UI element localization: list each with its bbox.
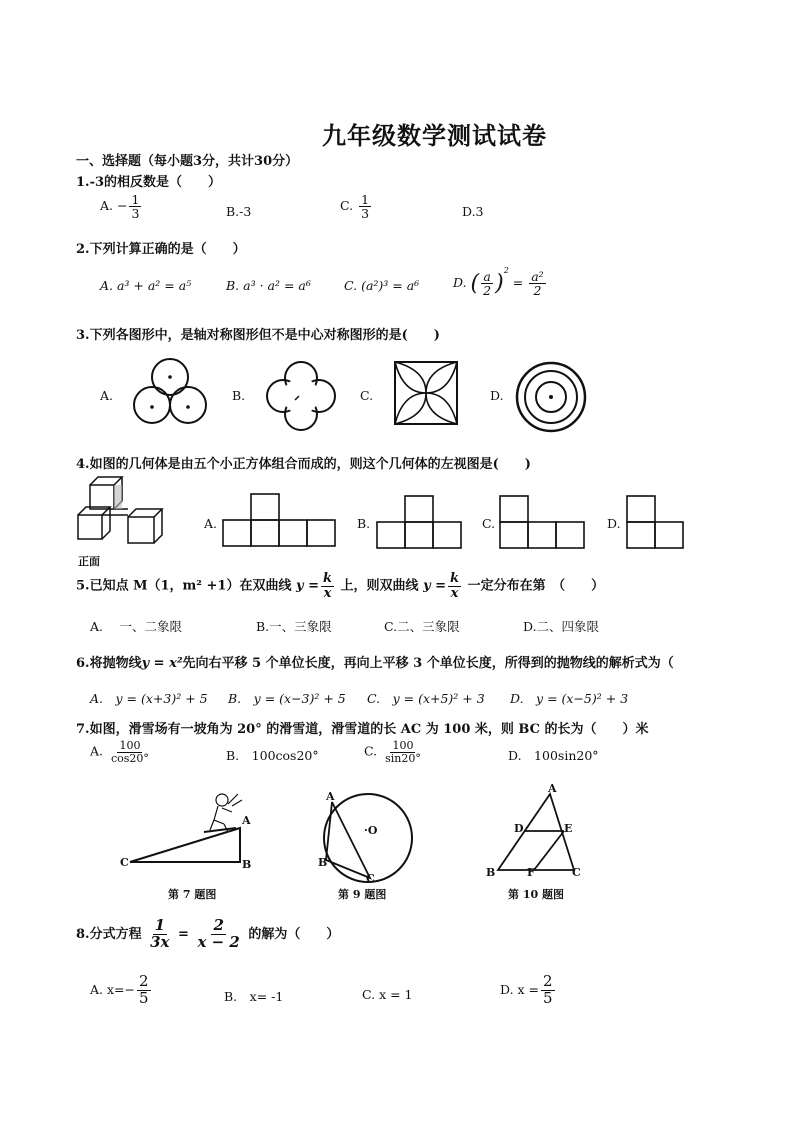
- y-equals: y =: [295, 578, 319, 594]
- fig7-label-a: A: [242, 814, 251, 827]
- fig10-caption: 第 10 题图: [508, 888, 564, 901]
- fig7-label-b: B: [242, 858, 252, 871]
- denominator: 5: [543, 988, 553, 1007]
- fig10-label-b: B: [486, 866, 496, 879]
- option-label: D.: [453, 275, 467, 290]
- denominator: x: [323, 585, 332, 601]
- fig7-label-c: C: [120, 856, 129, 869]
- denominator: 3: [131, 206, 140, 222]
- question-5-option-d: D.二、四象限: [523, 619, 600, 634]
- question-1-option-d: D.3: [462, 204, 484, 219]
- question-4-option-c-label: C.: [482, 516, 496, 531]
- denominator: sin20°: [385, 751, 421, 765]
- stem-part: 5.已知点 M（1，m² +1）在双曲线: [76, 578, 292, 594]
- page-title: 九年级数学测试试卷: [322, 121, 547, 150]
- front-label: 正面: [78, 555, 100, 568]
- question-6-stem: [76, 652, 674, 671]
- numerator: 1: [361, 192, 370, 207]
- denominator: 2: [533, 283, 542, 298]
- stem-part: 先向右平移 5 个单位长度，再向上平移 3 个单位长度，所得到的抛物线的解析式为（: [182, 656, 674, 671]
- question-2-option-a: A. a³ + a² = a⁵: [100, 278, 192, 293]
- denominator: 5: [138, 988, 149, 1007]
- numerator: 100: [392, 739, 414, 752]
- stem-part: 6.将抛物线: [76, 656, 142, 671]
- question-5-stem: [76, 572, 604, 600]
- numerator: 2: [138, 972, 149, 990]
- equals-sign: =: [512, 275, 524, 290]
- question-7-option-c: [364, 740, 425, 764]
- question-8-option-c: C. x = 1: [362, 987, 413, 1002]
- view-d-figure: [626, 494, 688, 550]
- numerator: 1: [154, 916, 166, 934]
- question-1-option-b: B.-3: [226, 204, 252, 219]
- denominator: 2: [483, 283, 492, 298]
- four-circles-figure: [265, 360, 337, 432]
- question-8-option-a: [90, 974, 153, 1007]
- question-6-option-c: C. y = (x+5)² + 3: [367, 691, 485, 706]
- stem-part: 上，则双曲线: [340, 578, 419, 594]
- question-8-stem: [76, 918, 339, 951]
- equals-sign: =: [178, 926, 189, 942]
- question-2-option-b: B. a³ · a² = a⁶: [226, 278, 311, 293]
- option-label: D. x =: [500, 981, 540, 997]
- question-3-option-d-label: D.: [490, 388, 504, 403]
- numerator: k: [450, 571, 460, 586]
- question-7-option-a: [90, 740, 153, 764]
- denominator: x − 2: [197, 932, 240, 951]
- question-4-stem: 4.如图的几何体是由五个小正方体组合而成的，则这个几何体的左视图是( ): [76, 457, 531, 472]
- fig10-label-d: D: [514, 822, 524, 835]
- question-6-option-b: B. y = (x−3)² + 5: [228, 691, 346, 706]
- option-label: A. x=−: [90, 981, 135, 997]
- fig10-label-e: E: [564, 822, 573, 835]
- question-4-option-a-label: A.: [204, 516, 218, 531]
- question-5-option-c: C.二、三象限: [384, 619, 460, 634]
- question-4-option-d-label: D.: [607, 516, 621, 531]
- circle-figure: [316, 796, 416, 880]
- exponent: 2: [503, 266, 509, 275]
- option-label: A.: [100, 198, 114, 214]
- question-8-option-b: B. x= -1: [224, 989, 284, 1004]
- question-5-option-b: B.一、三象限: [256, 619, 332, 634]
- question-8-option-d: [500, 974, 557, 1007]
- fig9-caption: 第 9 题图: [338, 888, 387, 901]
- denominator: x: [450, 585, 459, 601]
- option-label: C.: [364, 743, 378, 759]
- square-petals-figure: [393, 360, 459, 426]
- numerator: 2: [543, 972, 553, 990]
- fig10-label-f: F: [527, 866, 535, 879]
- question-2-stem: 2.下列计算正确的是（ ）: [76, 242, 246, 257]
- numerator: 2: [213, 916, 224, 934]
- option-label: C.: [340, 198, 354, 214]
- question-7-option-b: B. 100cos20°: [226, 748, 319, 763]
- question-7-option-d: D. 100sin20°: [508, 748, 599, 763]
- question-2-option-c: C. (a²)³ = a⁶: [344, 278, 420, 293]
- question-1-stem: 1.-3的相反数是（ ）: [76, 175, 222, 190]
- denominator: 3: [361, 206, 370, 222]
- question-5-option-a: A. 一、二象限: [90, 619, 182, 634]
- three-circles-figure: [130, 355, 210, 427]
- numerator: 100: [119, 739, 141, 752]
- denominator: 3x: [150, 932, 170, 951]
- section-heading: 一、选择题（每小题3分，共计30分）: [76, 154, 299, 169]
- question-3-option-c-label: C.: [360, 388, 374, 403]
- view-b-figure: [376, 494, 466, 550]
- stem-part: 的解为（ ）: [248, 926, 340, 942]
- fig9-label-a: A: [326, 790, 335, 803]
- fig7-caption: 第 7 题图: [168, 888, 217, 901]
- numerator: k: [322, 571, 332, 586]
- fig9-label-b: B: [318, 856, 328, 869]
- question-2-option-d: D. ( $\frac{a}{2}$ )$^2$ = $\frac{\text{a²}}{2}$: [453, 266, 544, 298]
- fig10-label-a: A: [548, 782, 557, 795]
- question-3-stem: 3.下列各图形中，是轴对称图形但不是中心对称图形的是( ): [76, 328, 440, 343]
- cube-solid-figure: [74, 475, 164, 555]
- question-1-option-c: [340, 193, 373, 220]
- fig9-label-o: ·O: [364, 824, 378, 837]
- question-3-option-a-label: A.: [100, 388, 114, 403]
- fig9-label-c: C: [366, 872, 375, 885]
- question-3-option-b-label: B.: [232, 388, 246, 403]
- question-4-option-b-label: B.: [357, 516, 371, 531]
- question-6-option-a: A. y = (x+3)² + 5: [90, 691, 208, 706]
- numerator: a²: [531, 268, 544, 284]
- slope-figure: [118, 786, 258, 870]
- numerator: 1: [131, 192, 140, 207]
- option-label: A.: [90, 743, 104, 759]
- stem-part: 8.分式方程: [76, 926, 142, 942]
- question-6-option-d: D. y = (x−5)² + 3: [510, 691, 629, 706]
- fig10-label-c: C: [572, 866, 581, 879]
- denominator: cos20°: [111, 751, 149, 765]
- view-a-figure: [222, 492, 338, 548]
- minus-sign: −: [117, 198, 128, 214]
- question-7-stem: 7.如图，滑雪场有一坡角为 20° 的滑雪道，滑雪道的长 AC 为 100 米，则 BC 的长为（ ）米: [76, 722, 649, 737]
- stem-part: 一定分布在第 （ ）: [467, 578, 605, 594]
- y-equals: y =: [423, 578, 447, 594]
- view-c-figure: [499, 494, 589, 550]
- question-1-option-a: [100, 193, 143, 220]
- concentric-circles-figure: [514, 360, 588, 434]
- numerator: a: [483, 268, 491, 284]
- parabola-expression: y = x²: [141, 656, 183, 671]
